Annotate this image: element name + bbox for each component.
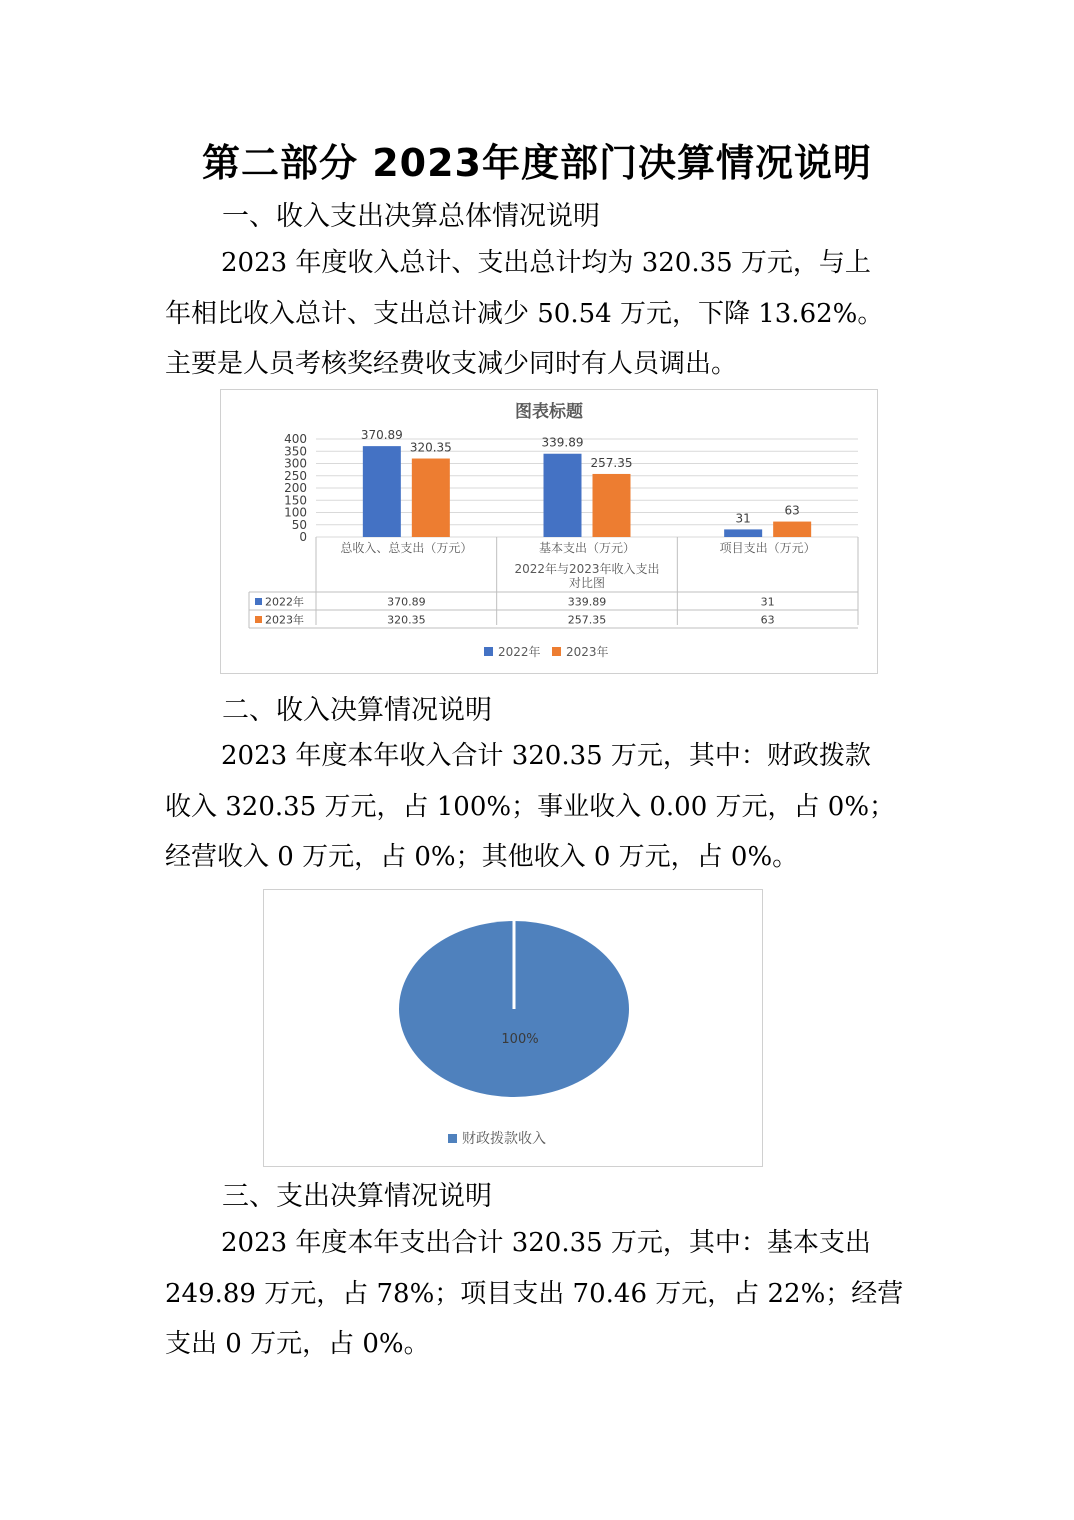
legend-label: 财政拨款收入 — [462, 1131, 546, 1147]
legend-label: 2022年 — [498, 645, 541, 659]
paragraph-line: 经营收入 0 万元，占 0%；其他收入 0 万元，占 0%。 — [165, 842, 799, 872]
x-category-label: 基本支出（万元） — [538, 541, 636, 555]
chart-title: 图表标题 — [515, 402, 583, 422]
section-heading-2: 二、收入决算情况说明 — [222, 695, 492, 726]
section-heading-1: 一、收入支出决算总体情况说明 — [222, 201, 600, 232]
legend-key — [552, 647, 561, 656]
section-paragraph-2 — [165, 731, 910, 883]
pie-chart-container — [263, 889, 763, 1167]
pie-data-label: 100% — [501, 1032, 539, 1047]
paragraph-line: 2023 年度收入总计、支出总计均为 320.35 万元，与上 — [221, 248, 871, 278]
table-series-name: 2023年 — [265, 613, 304, 627]
bar-2023 — [412, 459, 450, 537]
paragraph-line: 主要是人员考核奖经费收支减少同时有人员调出。 — [165, 349, 738, 379]
table-legend-key — [255, 616, 262, 623]
y-tick-label: 150 — [284, 493, 307, 508]
paragraph-line: 收入 320.35 万元，占 100%；事业收入 0.00 万元，占 0%； — [165, 791, 896, 822]
y-tick-label: 50 — [291, 517, 307, 532]
x-category-label: 项目支出（万元） — [719, 541, 816, 555]
table-cell: 31 — [760, 595, 775, 609]
bar-chart — [221, 390, 877, 673]
bar-2022 — [363, 446, 401, 537]
table-cell: 63 — [760, 613, 775, 627]
y-tick-label: 0 — [299, 530, 307, 544]
data-label: 320.35 — [409, 440, 452, 455]
legend-key — [448, 1134, 457, 1143]
y-tick-label: 100 — [284, 505, 307, 520]
bar-2022 — [544, 454, 582, 537]
table-cell: 257.35 — [567, 613, 607, 627]
section-heading-3: 三、支出决算情况说明 — [222, 1181, 492, 1212]
legend-label: 2023年 — [566, 645, 609, 659]
section-paragraph-1 — [165, 238, 910, 390]
bar-2023 — [773, 522, 811, 537]
y-tick-label: 350 — [284, 444, 307, 459]
table-legend-key — [255, 598, 262, 605]
bar-chart-container — [220, 389, 878, 674]
x-category-label: 总收入、总支出（万元） — [340, 541, 473, 555]
y-tick-label: 200 — [284, 481, 307, 495]
table-cell: 339.89 — [567, 595, 607, 609]
data-label: 370.89 — [360, 428, 403, 443]
y-tick-label: 300 — [284, 456, 307, 471]
data-label: 257.35 — [590, 455, 633, 470]
x-axis-title: 2022年与2023年收入支出 — [514, 562, 660, 576]
pie-chart — [264, 890, 762, 1166]
section-paragraph-3 — [165, 1218, 910, 1370]
table-series-name: 2022年 — [265, 595, 304, 609]
legend-key — [484, 647, 493, 656]
paragraph-line: 2023 年度本年收入合计 320.35 万元，其中：财政拨款 — [221, 741, 871, 771]
x-axis-title: 对比图 — [568, 576, 606, 590]
paragraph-line: 支出 0 万元，占 0%。 — [165, 1329, 430, 1359]
paragraph-line: 2023 年度本年支出合计 320.35 万元，其中：基本支出 — [221, 1228, 871, 1258]
bar-2022 — [724, 529, 762, 537]
page-title: 第二部分 2023年度部门决算情况说明 — [202, 141, 872, 185]
y-tick-label: 250 — [284, 468, 307, 483]
table-cell: 320.35 — [387, 613, 426, 627]
y-tick-label: 400 — [284, 432, 307, 446]
data-label: 63 — [784, 503, 800, 518]
data-label: 339.89 — [541, 435, 584, 450]
bar-2023 — [593, 474, 631, 537]
paragraph-line: 年相比收入总计、支出总计减少 50.54 万元，下降 13.62%。 — [165, 298, 884, 329]
table-cell: 370.89 — [387, 595, 426, 609]
data-label: 31 — [735, 511, 751, 526]
paragraph-line: 249.89 万元，占 78%；项目支出 70.46 万元，占 22%；经营 — [165, 1278, 904, 1309]
